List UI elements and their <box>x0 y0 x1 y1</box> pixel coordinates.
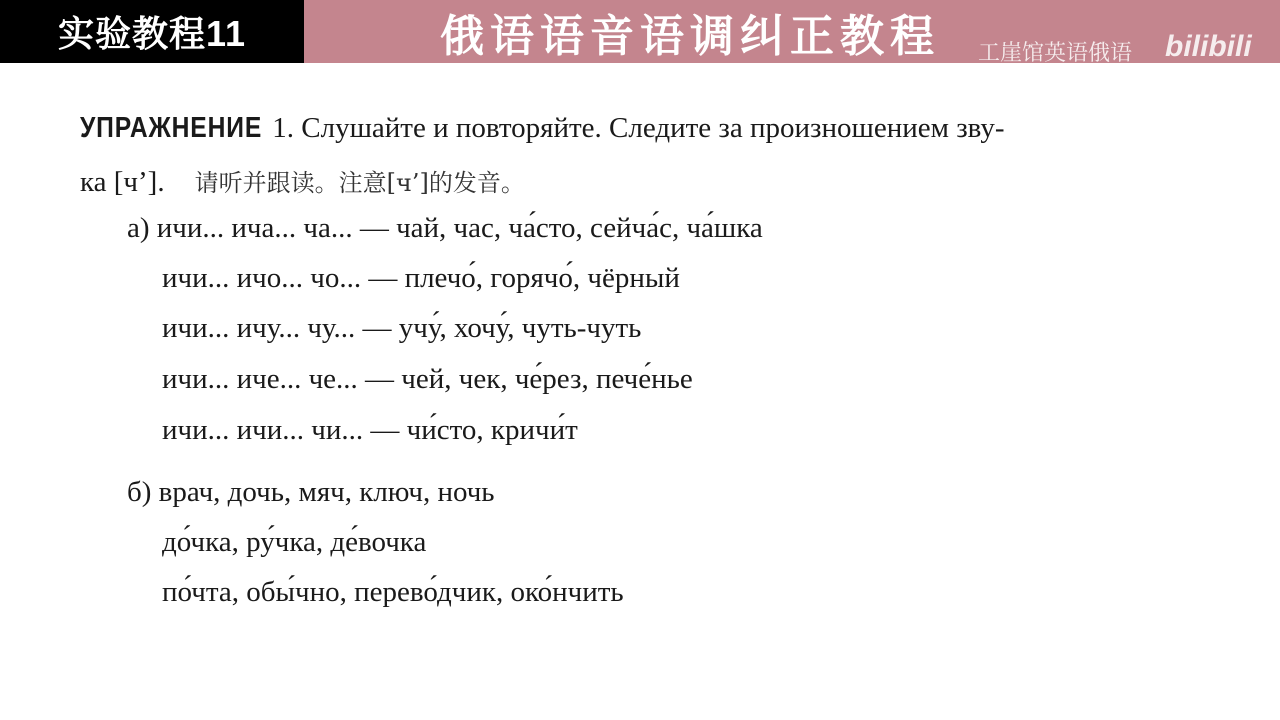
exercise-intro-cont <box>80 163 525 199</box>
line-a-4: ичи... ичи... чи... — чи́сто, кричи́т <box>162 414 578 446</box>
watermark: 工崖馆英语俄语 <box>978 40 1133 65</box>
line-b-0: б) врач, дочь, мяч, ключ, ночь <box>127 476 495 508</box>
line-b-1: до́чка, ру́чка, де́вочка <box>162 526 427 558</box>
line-a-3: ичи... иче... че... — чей, чек, че́рез, пече́нье <box>162 363 693 395</box>
intro-end: ка [ч’]. <box>80 166 165 198</box>
lesson-label: 实验教程11 <box>0 0 304 63</box>
line-a-1: ичи... ичо... чо... — плечо́, горячо́, чёрный <box>162 262 680 294</box>
exercise-intro: 1. Слушайте и повторяйте. Следите за произношением зву- <box>272 112 1005 144</box>
course-title: 俄语语音语调纠正教程 <box>440 12 940 61</box>
line-a-0: а) ичи... ича... ча... — чай, час, ча́сто, сейча́с, ча́шка <box>127 212 763 244</box>
line-b-2: по́чта, обы́чно, перево́дчик, око́нчить <box>162 576 624 608</box>
line-a-2: ичи... ичу... чу... — учу́, хочу́, чуть-чуть <box>162 312 642 344</box>
bilibili-logo: bilibili <box>1165 30 1252 63</box>
header-banner <box>0 0 1280 63</box>
exercise-label: УПРАЖНЕНИЕ <box>80 112 263 144</box>
exercise-heading <box>80 112 1005 145</box>
intro-chinese: 请听并跟读。注意[ч’]的发音。 <box>194 169 525 197</box>
